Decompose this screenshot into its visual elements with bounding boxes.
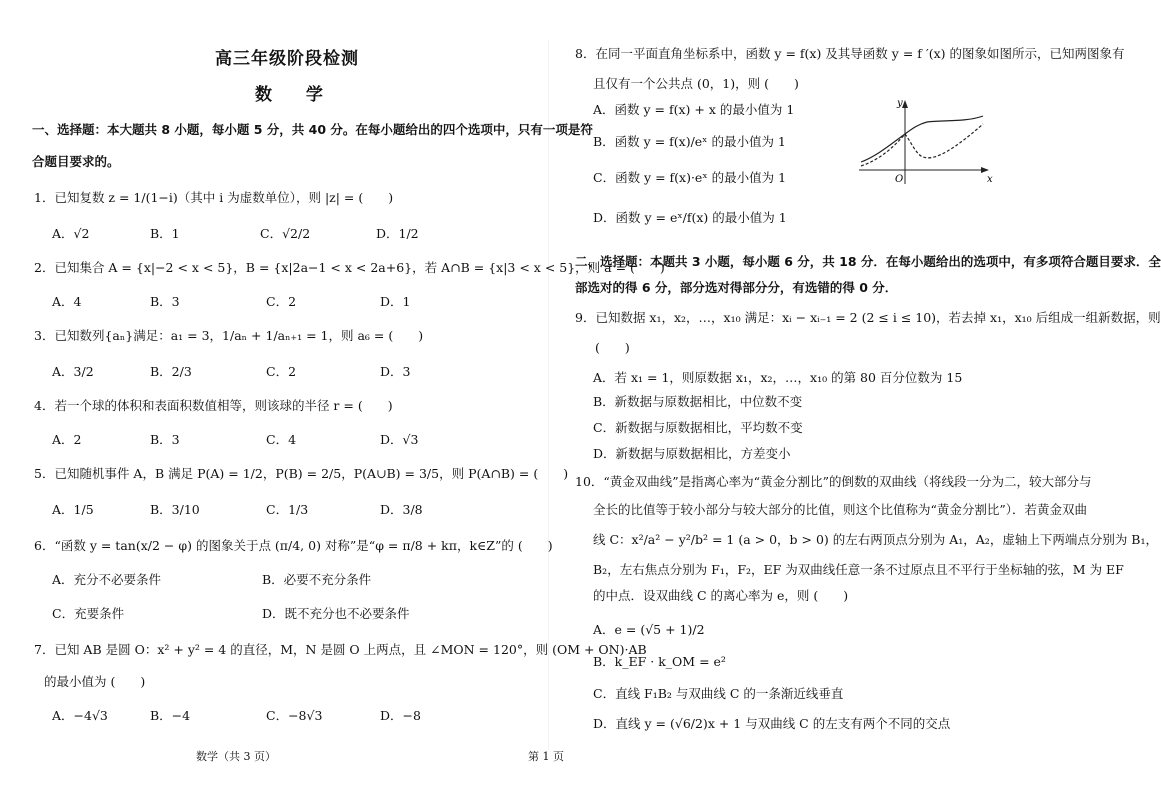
footer-subject: 数学（共 3 页） [196, 750, 276, 763]
q9-option-b[interactable]: B．新数据与原数据相比，中位数不变 [593, 394, 803, 409]
question-3-stem: 3．已知数列{aₙ}满足：a₁ = 3，1/aₙ + 1/aₙ₊₁ = 1，则 a₆ = ( ) [34, 328, 424, 343]
question-10-line5: 的中点．设双曲线 C 的离心率为 e，则 ( ) [593, 588, 849, 603]
q7-option-b[interactable]: B．−4 [150, 708, 191, 723]
q4-option-d[interactable]: D．√3 [380, 432, 419, 447]
q6-option-c[interactable]: C．充要条件 [52, 606, 125, 621]
section2-instructions-line2: 部选对的得 6 分，部分选对得部分分，有选错的得 0 分． [575, 280, 898, 295]
q1-option-c[interactable]: C．√2/2 [260, 226, 311, 241]
question-2-stem: 2．已知集合 A = {x|−2 < x < 5}，B = {x|2a−1 < x < 2a+6}，若 A∩B = {x|3 < x < 5}，则 a = ( ) [34, 260, 665, 275]
q3-option-c[interactable]: C．2 [266, 364, 297, 379]
q5-option-b[interactable]: B．3/10 [150, 502, 200, 517]
q10-option-a[interactable]: A．e = (√5 + 1)/2 [593, 622, 705, 637]
q4-option-b[interactable]: B．3 [150, 432, 180, 447]
question-7-stem-line2: 的最小值为 ( ) [44, 674, 146, 689]
q7-option-a[interactable]: A．−4√3 [52, 708, 108, 723]
y-axis-arrow [902, 100, 908, 108]
question-4-stem: 4．若一个球的体积和表面积数值相等，则该球的半径 r = ( ) [34, 398, 393, 413]
q6-option-a[interactable]: A．充分不必要条件 [52, 572, 162, 587]
q9-option-c[interactable]: C．新数据与原数据相比，平均数不变 [593, 420, 803, 435]
q3-option-d[interactable]: D．3 [380, 364, 411, 379]
q1-option-d[interactable]: D．1/2 [376, 226, 419, 241]
q1-option-a[interactable]: A．√2 [52, 226, 90, 241]
q2-option-a[interactable]: A．4 [52, 294, 82, 309]
question-9-stem: 9．已知数据 x₁，x₂，…，x₁₀ 满足：xᵢ − xᵢ₋₁ = 2 (2 ≤ i ≤ 10)，若去掉 x₁，x₁₀ 后组成一组新数据，则 [575, 310, 1161, 325]
q3-option-b[interactable]: B．2/3 [150, 364, 192, 379]
q5-option-d[interactable]: D．3/8 [380, 502, 423, 517]
q7-option-d[interactable]: D．−8 [380, 708, 421, 723]
q3-option-a[interactable]: A．3/2 [52, 364, 94, 379]
q5-option-c[interactable]: C．1/3 [266, 502, 309, 517]
section2-instructions-line1: 二、选择题：本题共 3 小题，每小题 6 分，共 18 分．在每小题给出的选项中，有多项符合题目要求．全 [575, 254, 1161, 269]
function-graph-figure [857, 94, 995, 186]
q6-option-d[interactable]: D．既不充分也不必要条件 [262, 606, 410, 621]
question-6-stem: 6．“函数 y = tan(x/2 − φ) 的图象关于点 (π/4, 0) 对称”是“φ = π/8 + kπ，k∈Z”的 ( ) [34, 538, 553, 553]
question-7-stem: 7．已知 AB 是圆 O：x² + y² = 4 的直径，M，N 是圆 O 上两点，且 ∠MON = 120°，则 (OM + ON)·AB [34, 642, 647, 657]
q4-option-c[interactable]: C．4 [266, 432, 297, 447]
question-8-stem: 8．在同一平面直角坐标系中，函数 y = f(x) 及其导函数 y = f ′(x) 的图象如图所示，已知两图象有 [575, 46, 1125, 61]
q9-option-a[interactable]: A．若 x₁ = 1，则原数据 x₁，x₂，…，x₁₀ 的第 80 百分位数为 15 [593, 370, 963, 385]
q7-option-c[interactable]: C．−8√3 [266, 708, 323, 723]
curve-f-prime [861, 124, 983, 166]
q10-option-d[interactable]: D．直线 y = (√6/2)x + 1 与双曲线 C 的左支有两个不同的交点 [593, 716, 951, 731]
q8-option-c[interactable]: C．函数 y = f(x)·eˣ 的最小值为 1 [593, 170, 787, 185]
footer-page-number: 第 1 页 [528, 750, 564, 763]
q8-option-a[interactable]: A．函数 y = f(x) + x 的最小值为 1 [593, 102, 795, 117]
q4-option-a[interactable]: A．2 [52, 432, 82, 447]
section1-instructions-line2: 合题目要求的。 [32, 154, 120, 169]
exam-subject: 数 学 [255, 85, 337, 105]
q8-option-b[interactable]: B．函数 y = f(x)/eˣ 的最小值为 1 [593, 134, 786, 149]
question-8-stem-line2: 且仅有一个公共点 (0，1)，则 ( ) [593, 76, 799, 91]
q1-option-b[interactable]: B．1 [150, 226, 180, 241]
graph-origin-label: O [895, 174, 904, 185]
x-axis-arrow [981, 167, 989, 173]
graph-y-label: y [897, 98, 903, 109]
question-10-line2: 全长的比值等于较小部分与较大部分的比值，则这个比值称为“黄金分割比”）．若黄金双曲 [593, 502, 1088, 517]
graph-x-label: x [987, 174, 993, 185]
q5-option-a[interactable]: A．1/5 [52, 502, 94, 517]
q10-option-c[interactable]: C．直线 F₁B₂ 与双曲线 C 的一条渐近线垂直 [593, 686, 844, 701]
exam-title: 高三年级阶段检测 [215, 49, 359, 69]
question-10-line1: 10．“黄金双曲线”是指离心率为“黄金分割比”的倒数的双曲线（将线段一分为二，较大部分与 [575, 474, 1092, 489]
section1-instructions-line1: 一、选择题：本大题共 8 小题，每小题 5 分，共 40 分。在每小题给出的四个选项中，只有一项是符 [32, 122, 593, 137]
q2-option-b[interactable]: B．3 [150, 294, 180, 309]
q2-option-d[interactable]: D．1 [380, 294, 411, 309]
question-10-line4: B₂，左右焦点分别为 F₁，F₂，EF 为双曲线任意一条不过原点且不平行于坐标轴的弦，M 为 EF [593, 562, 1124, 577]
q8-option-d[interactable]: D．函数 y = eˣ/f(x) 的最小值为 1 [593, 210, 787, 225]
question-5-stem: 5．已知随机事件 A，B 满足 P(A) = 1/2，P(B) = 2/5，P(A∪B) = 3/5，则 P(A∩B) = ( ) [34, 466, 569, 481]
question-10-line3: 线 C：x²/a² − y²/b² = 1 (a > 0，b > 0) 的左右两顶点分别为 A₁，A₂，虚轴上下两端点分别为 B₁， [593, 532, 1158, 547]
q2-option-c[interactable]: C．2 [266, 294, 297, 309]
q10-option-b[interactable]: B．k_EF · k_OM = e² [593, 654, 726, 669]
question-1-stem: 1．已知复数 z = 1/(1−i)（其中 i 为虚数单位），则 |z| = ( ) [34, 190, 394, 205]
question-9-stem-line2: ( ) [595, 340, 630, 355]
q9-option-d[interactable]: D．新数据与原数据相比，方差变小 [593, 446, 791, 461]
q6-option-b[interactable]: B．必要不充分条件 [262, 572, 372, 587]
